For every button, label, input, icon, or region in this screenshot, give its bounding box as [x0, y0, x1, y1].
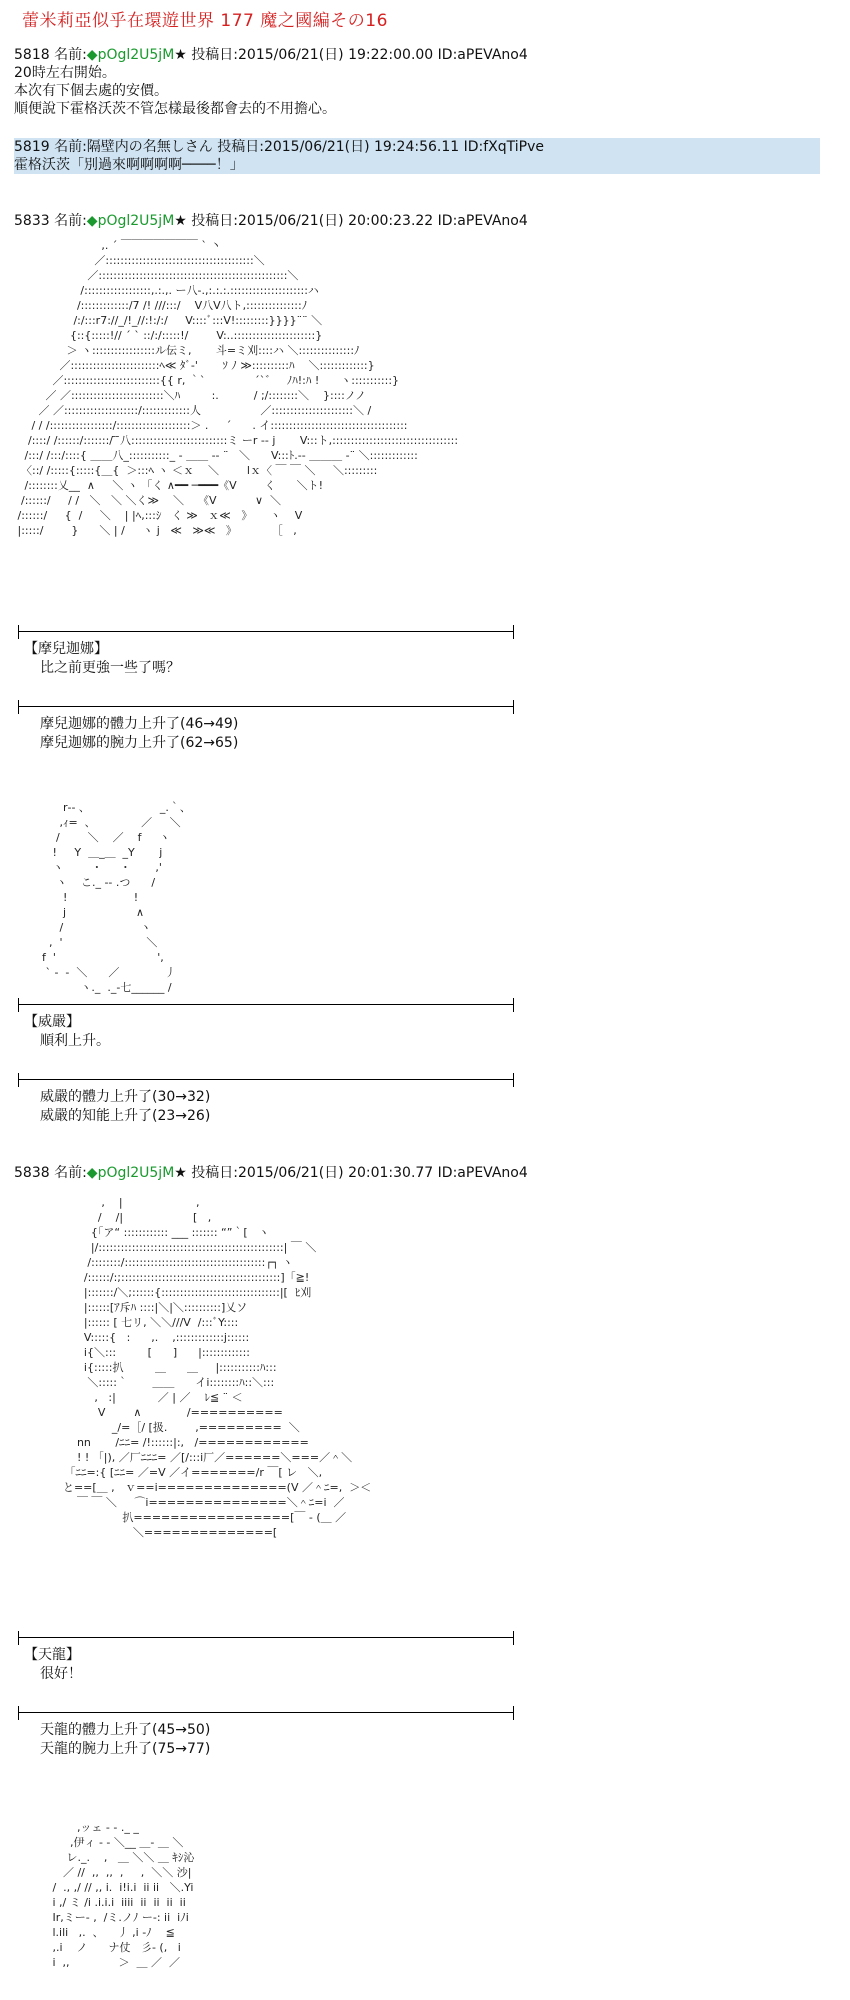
- post-5818: [14, 46, 820, 118]
- star-icon: ★: [174, 1165, 187, 1181]
- post-line: 順便說下霍格沃茨不管怎樣最後都會去的不用擔心。: [14, 101, 336, 117]
- stat-line: 天龍的腕力上升了(75→77): [40, 1741, 211, 1757]
- ascii-art-character: , | , / /| [ , {「ア“ :::::::::::: ___ ::::::: “”｀[ ヽ |/::::::::::::::::::::::::::::::::::::::::::::::::::| ￣ ＼ /::::::::/::::::::::::::::::::::::::::::::::::::┌┐ ヽ /::::::/:;:::::::::::::::::::::::::::::::::::::::::::]「≧! |:::::::/＼;::::::{::::::::::::::::::::::::::::::::|[ ﾋ刈 |::::::[ｱ斥ﾊ ::::|＼|＼::::::::::]乂ソ |:::::: [ 七リ, ＼＼///V /:::ﾞY:::: V:::::{ : ,. ,:::::::::::::j:::::: i{＼::: [ ] |::::::::::::: i{:::::扒 ＿ ＿ |:::::::::::ﾊ::: ＼:::::｀ ＿＿ イi::::::::ﾊ::＼::: , :| ／ | ／ ﾚ≦ ¨ ＜ V ∧ /========== _/=［/ [扱. ,========= ＼ nn /ﾆﾆ= /!::::::|:, /============ ! ! 「|), ／厂ﾆﾆﾆ= ／[/:::i厂／======＼===／＾＼ ｢ﾆﾆ=:{ [ﾆﾆ= ／=V ／イ=======/r ￣[ レ ＼, と==[＿ , ｖ==i==============(V ／＾ﾆ=, ＞＜ ￣ ￣ ＼ ⌒i===============＼＾ﾆ=i ／ 扒=================[￣ ‐ (＿ ／ ＼==============[: [62, 1196, 372, 1539]
- divider-rule: [18, 706, 514, 707]
- post-number-name: 5818 名前:: [14, 47, 87, 63]
- divider-rule: [18, 1004, 514, 1005]
- stat-line: 天龍的體力上升了(45→50): [40, 1722, 211, 1738]
- post-header: 5819 名前:隔壁内の名無しさん 投稿日:2015/06/21(日) 19:24:56.11 ID:fXqTiPve: [14, 139, 545, 155]
- speaker-label: 【天龍】: [24, 1647, 80, 1663]
- post-line: 霍格沃茨「別過來啊啊啊啊────！」: [14, 157, 244, 173]
- trip-code: ◆pOgl2U5jM: [86, 47, 175, 63]
- speaker-label: 【摩兒迦娜】: [24, 641, 108, 657]
- trip-code: ◆pOgl2U5jM: [86, 213, 175, 229]
- trip-code: ◆pOgl2U5jM: [86, 1165, 175, 1181]
- divider-rule: [18, 1637, 514, 1638]
- page-title: 蕾米莉亞似乎在環遊世界 177 魔之國編その16: [22, 11, 388, 31]
- post-5833: [14, 212, 820, 230]
- dialogue-line: 順利上升。: [40, 1033, 110, 1049]
- divider-rule: [18, 631, 514, 632]
- dialogue-line: 很好！: [40, 1666, 82, 1682]
- divider-rule: [18, 1079, 514, 1080]
- dialogue-line: 比之前更強一些了嗎？: [40, 660, 180, 676]
- post-meta: 投稿日:2015/06/21(日) 20:01:30.77 ID:aPEVAno4: [186, 1165, 528, 1181]
- post-line: 20時左右開始。: [14, 65, 116, 81]
- ascii-art-creature: r‐‐ 、 _.｀、 ,ｨ= 、 ／ ＼ / ＼ ／ f ヽ ! Y ＿_＿ _Y j ヽ ・ ・ ,' ヽ こ._ ‐‐ .つ / ! ! j ∧ / ヽ , ' ＼ f ' ', ` ‐ ‐ ＼ ／ 丿 ヽ._ ._-七______ /: [41, 801, 191, 994]
- stat-line: 摩兒迦娜的腕力上升了(62→65): [40, 735, 239, 751]
- post-header: [14, 1164, 820, 1182]
- post-line: 本次有下個去處的安價。: [14, 83, 168, 99]
- ascii-art-character: ,. ´ ￣￣￣￣￣￣￣ ` 丶 ／::::::::::::::::::::::::::::::::::::::::＼ ／:::::::::::::::::::::::::::::::::::::::::::::::::::＼ /::::::::::::::::::,.:.,. ー八-.,:.:.:.:::::::::::::::::::::ハ /:::::::::::::/7 /! ///:::/ V八V八ト,:::::::::::::::ﾉ /:/:::r7://_/!_//:!:/:/ V::::ﾞ:::V!:::::::::}}}}¨¨ ＼ {::{:::::!// ´ ` ::/:/:::::!/ V:..::::::::::::::::::::::} ＞ ヽ:::::::::::::::::ル伝ミ, 斗=ミ刈::::ハ ＼:::::::::::::::ﾉ ／::::::::::::::::::::::::ﾍ≪ ﾀﾞ-' ｿ ﾉ ≫::::::::::ﾊ ＼:::::::::::::} ／::::::::::::::::::::::::::{{ r, ｀` ´`゛ ﾉﾊ!:ﾊ ! ヽ:::::::::::} ／ ／:::::::::::::::::::::::::＼ﾊ :. / ;/::::::::＼ }::::ノノ ／ ／::::::::::::::::::::/:::::::::::::人 ／::::::::::::::::::::::＼ / / / /:::::::::::::::::/::::::::::::::::::::＞ . ´ . イ::::::::::::::::::::::::::::::::::::: /::::/ /::::::/:::::::/ ̄ ̄八::::::::::::::::::::::::::ミ ーr ‐‐ j V:::ト,:::::::::::::::::::::::::::::::::: /:::/ /:::/::::{ ＿＿八_:::::::::::_ ‐ ＿＿ -‐ ¨ ＼ V:::ﾄ.-‐ ＿＿＿ ‐¨ ＼::::::::::::: 〈::/ /:::::{:::::{＿{ ＞:::ﾍ ヽ ＜ｘ ＼ lｘ〈 ￣ ￣ ＼ ＼::::::::: /::::::::乂__ ∧ ＼ ヽ 「く ∧━━ ─━━━《V く ＼ト! /::::::/ / / ＼ ＼ ＼く≫ ＼ 《V ∨ ＼ /::::::/ { / ＼ | |ﾍ,:::ｼ く ≫ ｘ≪ 》 ヽ V |:::::/ } ＼ | / ヽ j ≪ ≫≪ 》 ［ ,: [17, 239, 459, 537]
- post-meta: 投稿日:2015/06/21(日) 20:00:23.22 ID:aPEVAno4: [186, 213, 528, 229]
- stat-line: 威嚴的體力上升了(30→32): [40, 1089, 211, 1105]
- post-header: [14, 212, 820, 230]
- post-5819: [14, 138, 820, 174]
- post-header: [14, 46, 820, 64]
- post-5838: [14, 1164, 820, 1182]
- stat-line: 摩兒迦娜的體力上升了(46→49): [40, 716, 239, 732]
- post-number-name: 5838 名前:: [14, 1165, 87, 1181]
- star-icon: ★: [174, 47, 187, 63]
- speaker-label: 【威嚴】: [24, 1014, 80, 1030]
- ascii-art-character: ,ッェ ‐ ‐ ._ _ ,伊ィ ‐ ‐ ＼__ ＿‐ ＿ ＼ レ._. , ＿ ＼＼ ＿ ｷｼ沁 ／ // ,, ,, , , ＼＼ 沙| / ., ,/ // ,, i. i!i.i ii ii ＼.Yi i ,/ ミ /i .i.i.i iiii ii ii ii ii Ir,ミー- , /ミ.ノﾉ ー-: ii iﾉi l.ili ,. 、 丿 ,i -ﾉ ≦ ,.i ノ ナ仗 彡- (, i i ,, ＞ ＿ ／ ／: [52, 1821, 195, 1969]
- post-number-name: 5833 名前:: [14, 213, 87, 229]
- star-icon: ★: [174, 213, 187, 229]
- divider-rule: [18, 1712, 514, 1713]
- post-meta: 投稿日:2015/06/21(日) 19:22:00.00 ID:aPEVAno4: [186, 47, 528, 63]
- stat-line: 威嚴的知能上升了(23→26): [40, 1108, 211, 1124]
